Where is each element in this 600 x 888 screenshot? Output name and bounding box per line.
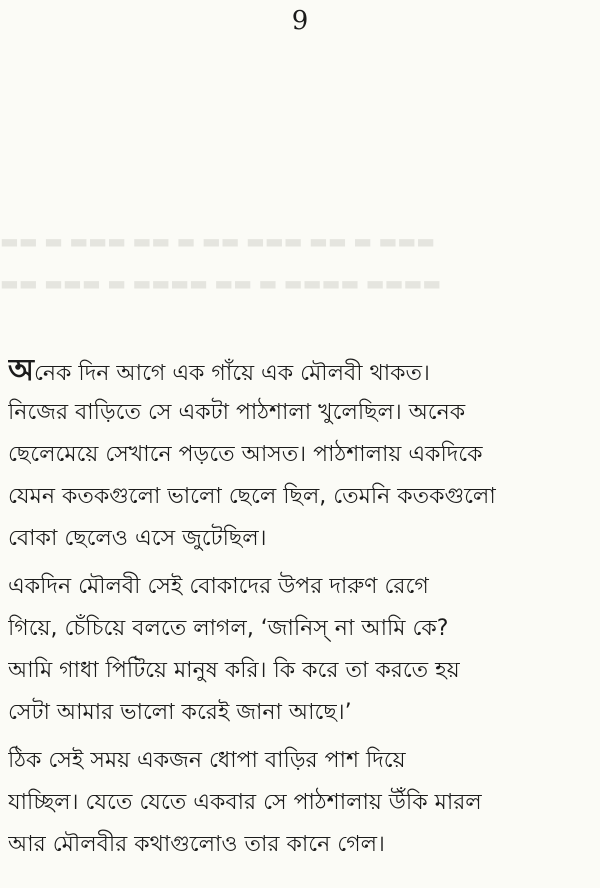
- bleed-through-decoration: ▬▬ ▬ ▬▬▬ ▬▬ ▬ ▬▬ ▬▬▬ ▬▬ ▬ ▬▬▬ ▬▬ ▬▬▬ ▬ ▬▬▬▬ ▬▬ ▬ ▬▬▬▬ ▬▬▬▬: [0, 229, 442, 295]
- text-line: যাচ্ছিল। যেতে যেতে একবার সে পাঠশালায় উঁকি মারল: [8, 790, 482, 815]
- text-line: ছেলেমেয়ে সেখানে পড়তে আসত। পাঠশালায় একদিকে: [8, 442, 483, 467]
- text-line-content: নেক দিন আগে এক গাঁয়ে এক মৌলবী থাকত।: [33, 361, 430, 386]
- paragraph-1: [8, 350, 594, 560]
- text-line: সেটা আমার ভালো করেই জানা আছে।’: [8, 700, 352, 725]
- text-line: বোকা ছেলেও এসে জুটেছিল।: [8, 526, 267, 551]
- text-line: নিজের বাড়িতে সে একটা পাঠশালা খুলেছিল। অনেক: [8, 400, 466, 425]
- text-line: আমি গাধা পিটিয়ে মানুষ করি। কি করে তা করতে হয়: [8, 658, 460, 683]
- dropcap: অ: [8, 353, 34, 388]
- text-line: একদিন মৌলবী সেই বোকাদের উপর দারুণ রেগে: [8, 574, 429, 599]
- paragraph-2: [8, 566, 594, 734]
- paragraph-3: [8, 740, 594, 866]
- page-number: 9: [291, 6, 309, 36]
- text-line: ঠিক সেই সময় একজন ধোপা বাড়ির পাশ দিয়ে: [8, 748, 406, 773]
- text-line: আর মৌলবীর কথাগুলোও তার কানে গেল।: [8, 832, 385, 857]
- text-line: যেমন কতকগুলো ভালো ছেলে ছিল, তেমনি কতকগুলো: [8, 484, 496, 509]
- story-text: [8, 350, 594, 872]
- text-line: [8, 350, 594, 392]
- text-line: গিয়ে, চেঁচিয়ে বলতে লাগল, ‘জানিস্ না আমি কে?: [8, 616, 449, 641]
